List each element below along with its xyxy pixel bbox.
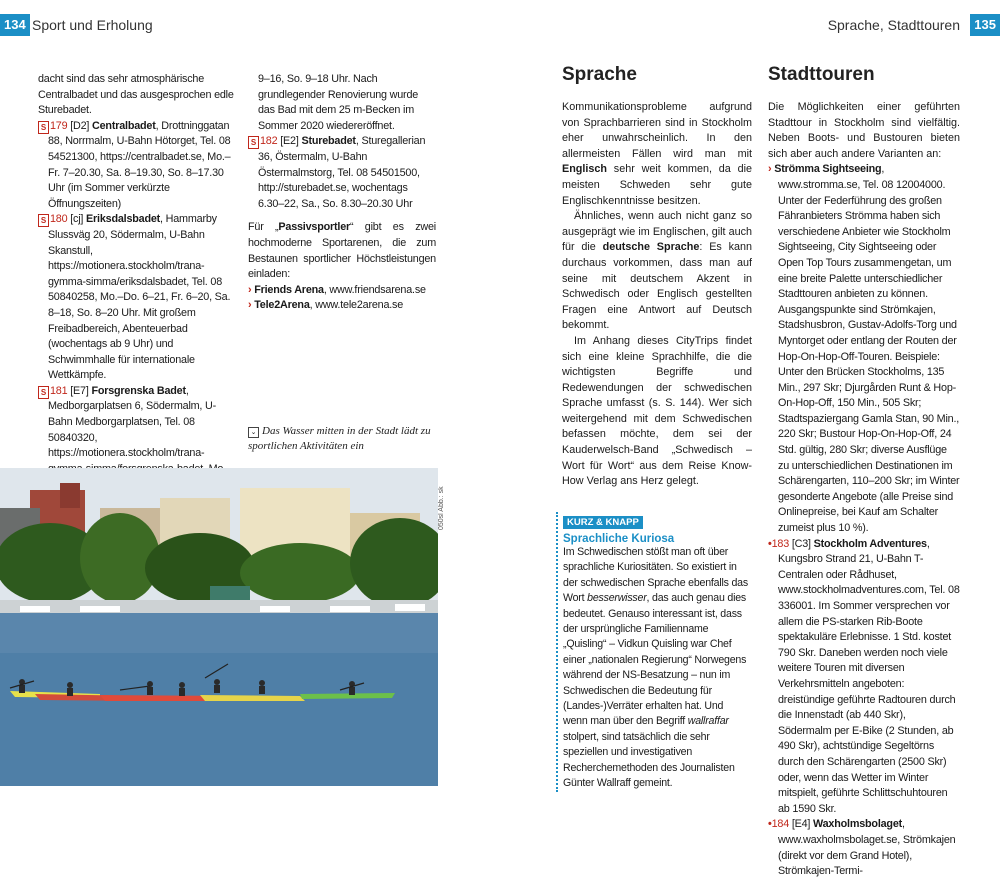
kurz-knapp-box	[563, 512, 749, 792]
passivsportler-text: Für „Passivsportler“ gibt es zwei hochmoderne Sportarenen, die zum Bestaunen sportlicher Höchstleistungen einladen:	[248, 221, 436, 281]
entry-184: •184 [E4] Waxholmsbolaget, www.waxholmsbolaget.se, Strömkajen (direkt vor dem Grand Hotel), Strömkajen-Termi-	[768, 818, 956, 878]
entry-183: •183 [C3] Stockholm Adventures, Kungsbro Strand 21, U-Bahn T-Centralen oder Rådhuset, www.stockholmadventures.com, Tel. 08 336001. Im Sommer versprechen vor allem die PS-starken Rib-Boote spektakuläre Erlebnisse. 1 Std. kostet 790 Skr. Daneben werden noch viele weitere Touren mit diversen Verkehrsmitteln angeboten: dreistündige geführte Radtouren durch die Innenstadt (ab 440 Skr), Södermalm per E-Bike (2 Stunden, ab 490 Skr), achtstündige Segeltörns durch den Schärengarten (2500 Skr) oder, wenn das Wetter im Winter mitspielt, geführte Schlittschuhtouren ab 1590 Skr.	[768, 537, 960, 815]
sprache-column	[562, 100, 752, 490]
boat-dot-icon: •	[768, 818, 772, 831]
left-column-1	[38, 72, 234, 493]
entry-181: S 181 [E7] Forsgrenska Badet, Medborgarplatsen 6, Södermalm, U-Bahn Medborgarplatsen, Tel. 08 50840320, https://motionera.stockholm/trana-	[38, 384, 234, 493]
swim-icon: S	[38, 214, 49, 227]
intro-text: dacht sind das sehr atmosphärische Centralbadet und das ausgesprochen edle Sturebadet.	[38, 73, 234, 117]
kurz-knapp-text: Im Schwedischen stößt man oft über sprachliche Kuriositäten. So existiert in der schwedischen Sprache ebenfalls das Wort besserwisser, das auch genau dies bedeutet. Genauso interessant ist, dass der ursprüngliche Familienname „Quisling“ – Vidkun Quisling war Chef einer „nationalen Regierung“ Norwegens während der NS-Besatzung – nun im Schwedischen die Bedeutung für (Landes-)Verräter erhalten hat. Und wenn man über den Begriff wallraffar stolpert, sind tatsächlich die sehr speziellen und investigativen Recherchemethoden des Journalisten Günter Wallraff gemeint.	[563, 546, 748, 790]
box-dotted-border	[556, 512, 558, 792]
right-page-number: 135	[970, 14, 1000, 36]
arena-1: › Friends Arena, www.friendsarena.se	[248, 283, 426, 296]
entry-182: S 182 [E2] Sturebadet, Sturegallerian 36, Östermalm, U-Bahn Östermalmstorg, Tel. 08 54501500, http://sturebadet.se, wochentags 6.30–22, Sa., So. 8.30–20.30 Uhr	[248, 134, 436, 212]
swim-icon: S	[38, 386, 49, 399]
left-column-2	[248, 72, 436, 314]
entry-181-continued: 9–16, So. 9–18 Uhr. Nach grundlegender Renovierung wurde das Bad mit dem 25 m-Becken im Sommer 2020 wiedereröffnet.	[258, 73, 419, 132]
right-running-title: Sprache, Stadttouren	[827, 17, 960, 33]
stadttouren-heading: Stadttouren	[768, 64, 875, 85]
sprache-paragraph-1: Kommunikationsprobleme aufgrund von Sprachbarrieren sind in Stockholm eher unwahrscheinlich. In den allermeisten Fällen wird man mit Englisch sehr weit kommen, da die meisten Schweden sehr gute Englischkenntnisse besitzen.	[562, 101, 752, 207]
arrow-icon: ›	[248, 299, 252, 312]
boat-dot-icon: •	[768, 537, 772, 550]
arena-2: › Tele2Arena, www.tele2arena.se	[248, 299, 404, 312]
sprache-paragraph-3: Im Anhang dieses CityTrips findet sich eine kleine Sprachhilfe, die die wichtigsten Begriffe und Redewendungen der schwedischen Sprache umfasst (s. S. 144). Wer sich weitergehend mit dem Schwedischen befassen möchte, dem sei der Kauderwelsch-Band „Schwedisch – Wort für Wort“ aus dem Reise Know-How Verlag ans Herz gelegt.	[562, 334, 752, 488]
swim-icon: S	[248, 136, 259, 149]
sprache-heading: Sprache	[562, 64, 637, 85]
sprache-paragraph-2: Ähnliches, wenn auch nicht ganz so ausgeprägt wie im Englischen, gilt auch für die deutsche Sprache: Es kann durchaus vorkommen, dass man auf seine mit deutschem Akzent in Schwedisch oder Englisch gestellten Fragen eine Antwort auf Deutsch bekommt.	[562, 210, 752, 332]
left-page	[0, 0, 500, 848]
photo-caption: ⌄ Das Wasser mitten in der Stadt lädt zu sportlichen Aktivitäten ein	[248, 425, 431, 452]
arrow-icon: ›	[768, 163, 772, 176]
left-page-number: 134	[0, 14, 30, 36]
stromma-entry: › Strömma Sightseeing, www.stromma.se, Tel. 08 12004000. Unter der Federführung des großen Fähranbieters Strömma haben sich verschiedene Anbieter wie Stockholm Sightseeing, City Sightseeing oder Open Top Tours zusammengetan, um eine breite Palette unterschiedlicher Stadttouren anbieten zu können. Ausgangspunkte sind Strömkajen, Stadshusbron, Gustav-Adolfs-Torg und Myntorget oder entlang der Routen der Hop-On-Hop-Off-Touren. Beispiele: Unter den Brücken Stockholms, 135 Min., 297 Skr; Djurgården Runt & Hop-On-Hop-Off, 150 Min., 505 Skr; Stadtspaziergang Gamla Stan, 90 Min., 220 Skr; Bustour Hop-On-Hop-Off, 24 Std. gültig, 280 Skr; diverse Ausflüge zu unterschiedlichen Destinationen im Schärengarten, 110–200 Skr; im Winter gesonderte Angebote (alle Preise sind Onlinepreise, bei Kauf am Schalter zumeist plus 10 %).	[768, 163, 960, 535]
left-running-title: Sport und Erholung	[32, 17, 153, 33]
kurz-knapp-title: Sprachliche Kuriosa	[563, 533, 675, 545]
stadttouren-column	[768, 100, 960, 880]
arrow-icon: ›	[248, 283, 252, 296]
kurz-knapp-label: KURZ & KNAPP	[563, 516, 643, 529]
entry-180: S 180 [cj] Eriksdalsbadet, Hammarby Slussväg 20, Södermalm, U-Bahn Skanstull, https://motionera.stockholm/trana-gymma-simma/eriksdalsbadet, Tel. 08 50840258, Mo.–Do. 6–21, Fr. 6–20, Sa. 8–18, So. 8–20 Uhr. Mit großem Freibadbereich, Abenteuerbad (wochentags ab 9 Uhr) und Schwimmhalle für internationale Wettkämpfe.	[38, 212, 234, 384]
entry-179: S 179 [D2] Centralbadet, Drottninggatan 88, Norrmalm, U-Bahn Hötorget, Tel. 08 54521300, https://centralbadet.se, Mo.–Fr. 7–20.30, Sa. 8–19.30, So. 8–17.30 Uhr (im Sommer verkürzte Öffnungszeiten)	[38, 119, 234, 213]
photo-credit: 050sl Abb.: sk	[438, 486, 445, 530]
kayak-photo	[0, 468, 438, 786]
caption-arrow-icon: ⌄	[248, 427, 259, 438]
swim-icon: S	[38, 121, 49, 134]
stadttouren-intro: Die Möglichkeiten einer geführten Stadttour in Stockholm sind vielfältig. Neben Boots- und Bustouren bieten sich aber auch andere Varianten an:	[768, 101, 960, 160]
